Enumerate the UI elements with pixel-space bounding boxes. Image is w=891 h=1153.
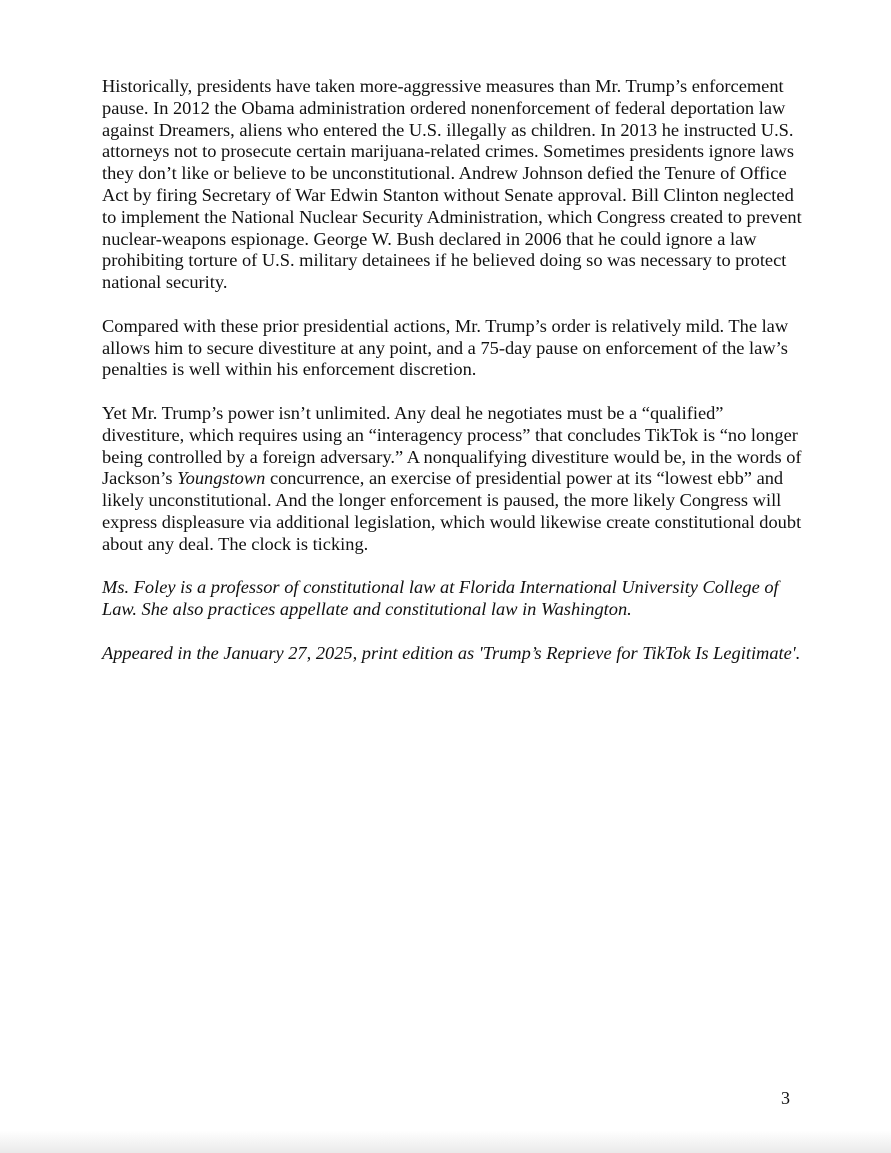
print-edition-note: Appeared in the January 27, 2025, print edition as 'Trump’s Reprieve for TikTok Is Legitimate'.	[102, 642, 801, 663]
case-name-youngstown: Youngstown	[177, 468, 266, 489]
paragraph-limits-text-2: concurrence, an exercise of presidential power at its “lowest ebb” and likely unconstitutional. And the longer enforcement is paused, the more likely Congress will express displeasure via additional legislation, which would likewise create constitutional doubt about any deal. The clock is ticking.	[102, 468, 802, 554]
paragraph-historical-measures: Historically, presidents have taken more-aggressive measures than Mr. Trump’s enforcement pause. In 2012 the Obama administration ordered nonenforcement of federal deportation law against Dreamers, aliens who entered the U.S. illegally as children. In 2013 he instructed U.S. attorneys not to prosecute certain marijuana-related crimes. Sometimes presidents ignore laws they don’t like or believe to be unconstitutional. Andrew Johnson defied the Tenure of Office Act by firing Secretary of War Edwin Stanton without Senate approval. Bill Clinton neglected to implement the National Nuclear Security Administration, which Congress created to prevent nuclear-weapons espionage. George W. Bush declared in 2006 that he could ignore a law prohibiting torture of U.S. military detainees if he believed doing so was necessary to protect national security.	[102, 76, 802, 293]
paragraph-comparison: Compared with these prior presidential actions, Mr. Trump’s order is relatively mild. The law allows him to secure divestiture at any point, and a 75-day pause on enforcement of the law’s penalties is well within his enforcement discretion.	[102, 315, 789, 380]
paragraph-limits-text-1: Yet Mr. Trump’s power isn’t unlimited. Any deal he negotiates must be a “qualified” divestiture, which requires using an “interagency process” that concludes TikTok is “no longer being controlled by a foreign adversary.” A nonqualifying divestiture would be, in the words of Jackson’s	[102, 402, 802, 489]
page-number: 3	[781, 1088, 790, 1108]
paragraph-limits	[102, 403, 802, 556]
author-bio: Ms. Foley is a professor of constitutional law at Florida International University College of Law. She also practices appellate and constitutional law in Washington.	[102, 577, 779, 620]
article-body	[102, 76, 802, 686]
page-edge-shadow	[0, 1131, 891, 1153]
